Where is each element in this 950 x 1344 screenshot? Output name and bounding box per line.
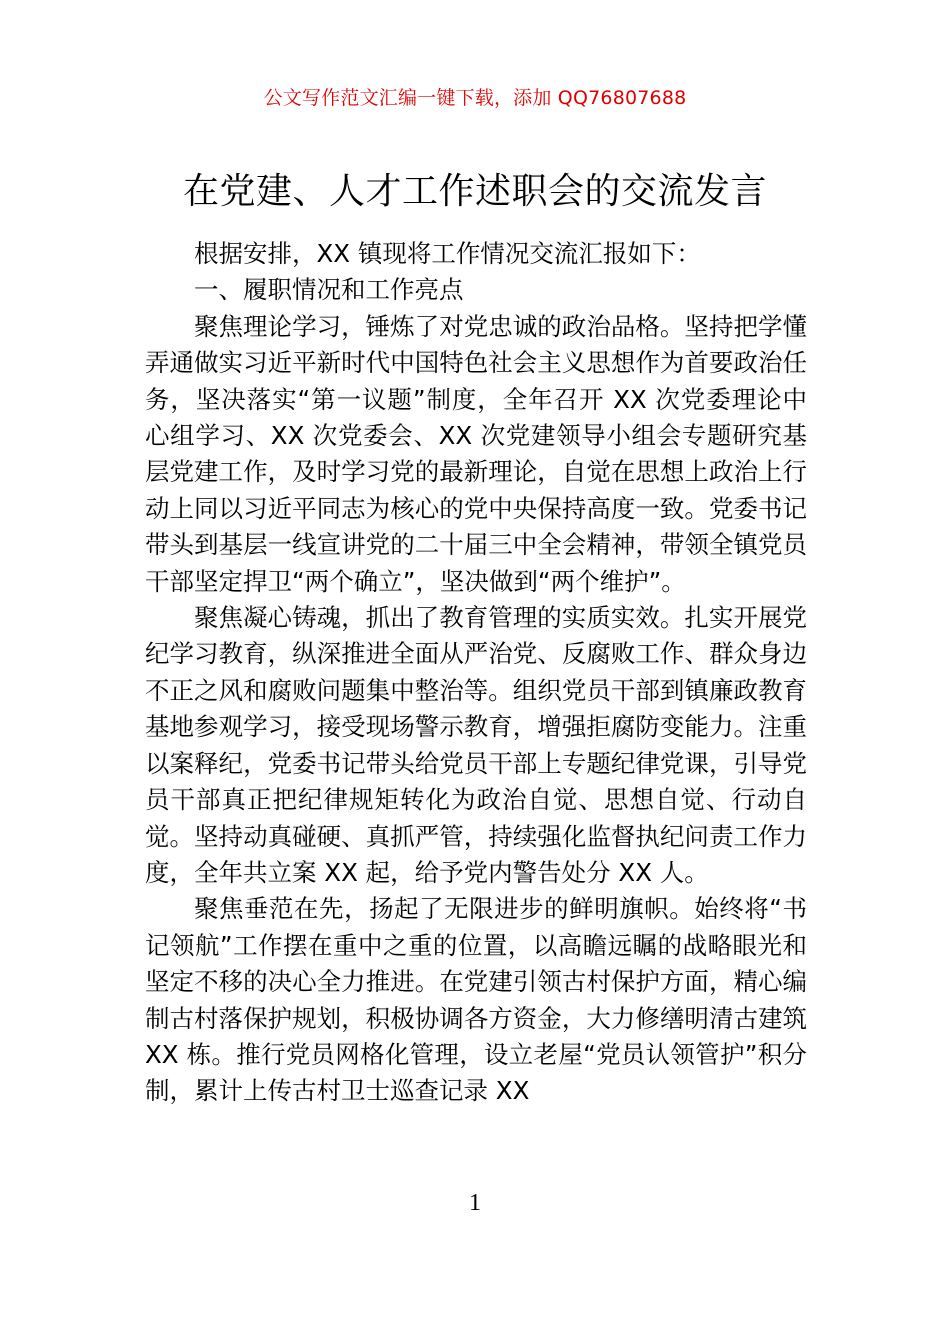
document-body [145, 236, 807, 1110]
download-notice: 公文写作范文汇编一键下载，添加 QQ76807688 [263, 87, 687, 109]
body-paragraph: 聚焦垂范在先，扬起了无限进步的鲜明旗帜。始终将“书记领航”工作摆在重中之重的位置，以高瞻远瞩的战略眼光和坚定不移的决心全力推进。在党建引领古村保护方面，精心编制古村落保护规划，积极协调各方资金，大力修缮明清古建筑 XX 栋。推行党员网格化管理，设立老屋“党员认领管护”积分制，累计上传古村卫士巡查记录 XX [145, 894, 807, 1106]
section-heading: 一、履职情况和工作亮点 [194, 275, 464, 305]
page-number: 1 [469, 1190, 481, 1216]
body-paragraph: 聚焦凝心铸魂，抓出了教育管理的实质实效。扎实开展党纪学习教育，纵深推进全面从严治党、反腐败工作、群众身边不正之风和腐败问题集中整治等。组织党员干部到镇廉政教育基地参观学习，接受现场警示教育，增强拒腐防变能力。注重以案释纪，党委书记带头给党员干部上专题纪律党课，引导党员干部真正把纪律规矩转化为政治自觉、思想自觉、行动自觉。坚持动真碰硬、真抓严管，持续强化监督执纪问责工作力度，全年共立案 XX 起，给予党内警告处分 XX 人。 [145, 603, 807, 887]
intro-paragraph: 根据安排，XX 镇现将工作情况交流汇报如下： [194, 239, 701, 268]
body-paragraph: 聚焦理论学习，锤炼了对党忠诚的政治品格。坚持把学懂弄通做实习近平新时代中国特色社会主义思想作为首要政治任务，坚决落实“第一议题”制度，全年召开 XX 次党委理论中心组学习、XX 次党委会、XX 次党建领导小组会专题研究基层党建工作，及时学习党的最新理论，自觉在思想上政治上行动上同以习近平同志为核心的党中央保持高度一致。党委书记带头到基层一线宣讲党的二十届三中全会精神，带领全镇党员干部坚定捍卫“两个确立”，坚决做到“两个维护”。 [145, 311, 807, 596]
page-title: 在党建、人才工作述职会的交流发言 [182, 171, 767, 212]
